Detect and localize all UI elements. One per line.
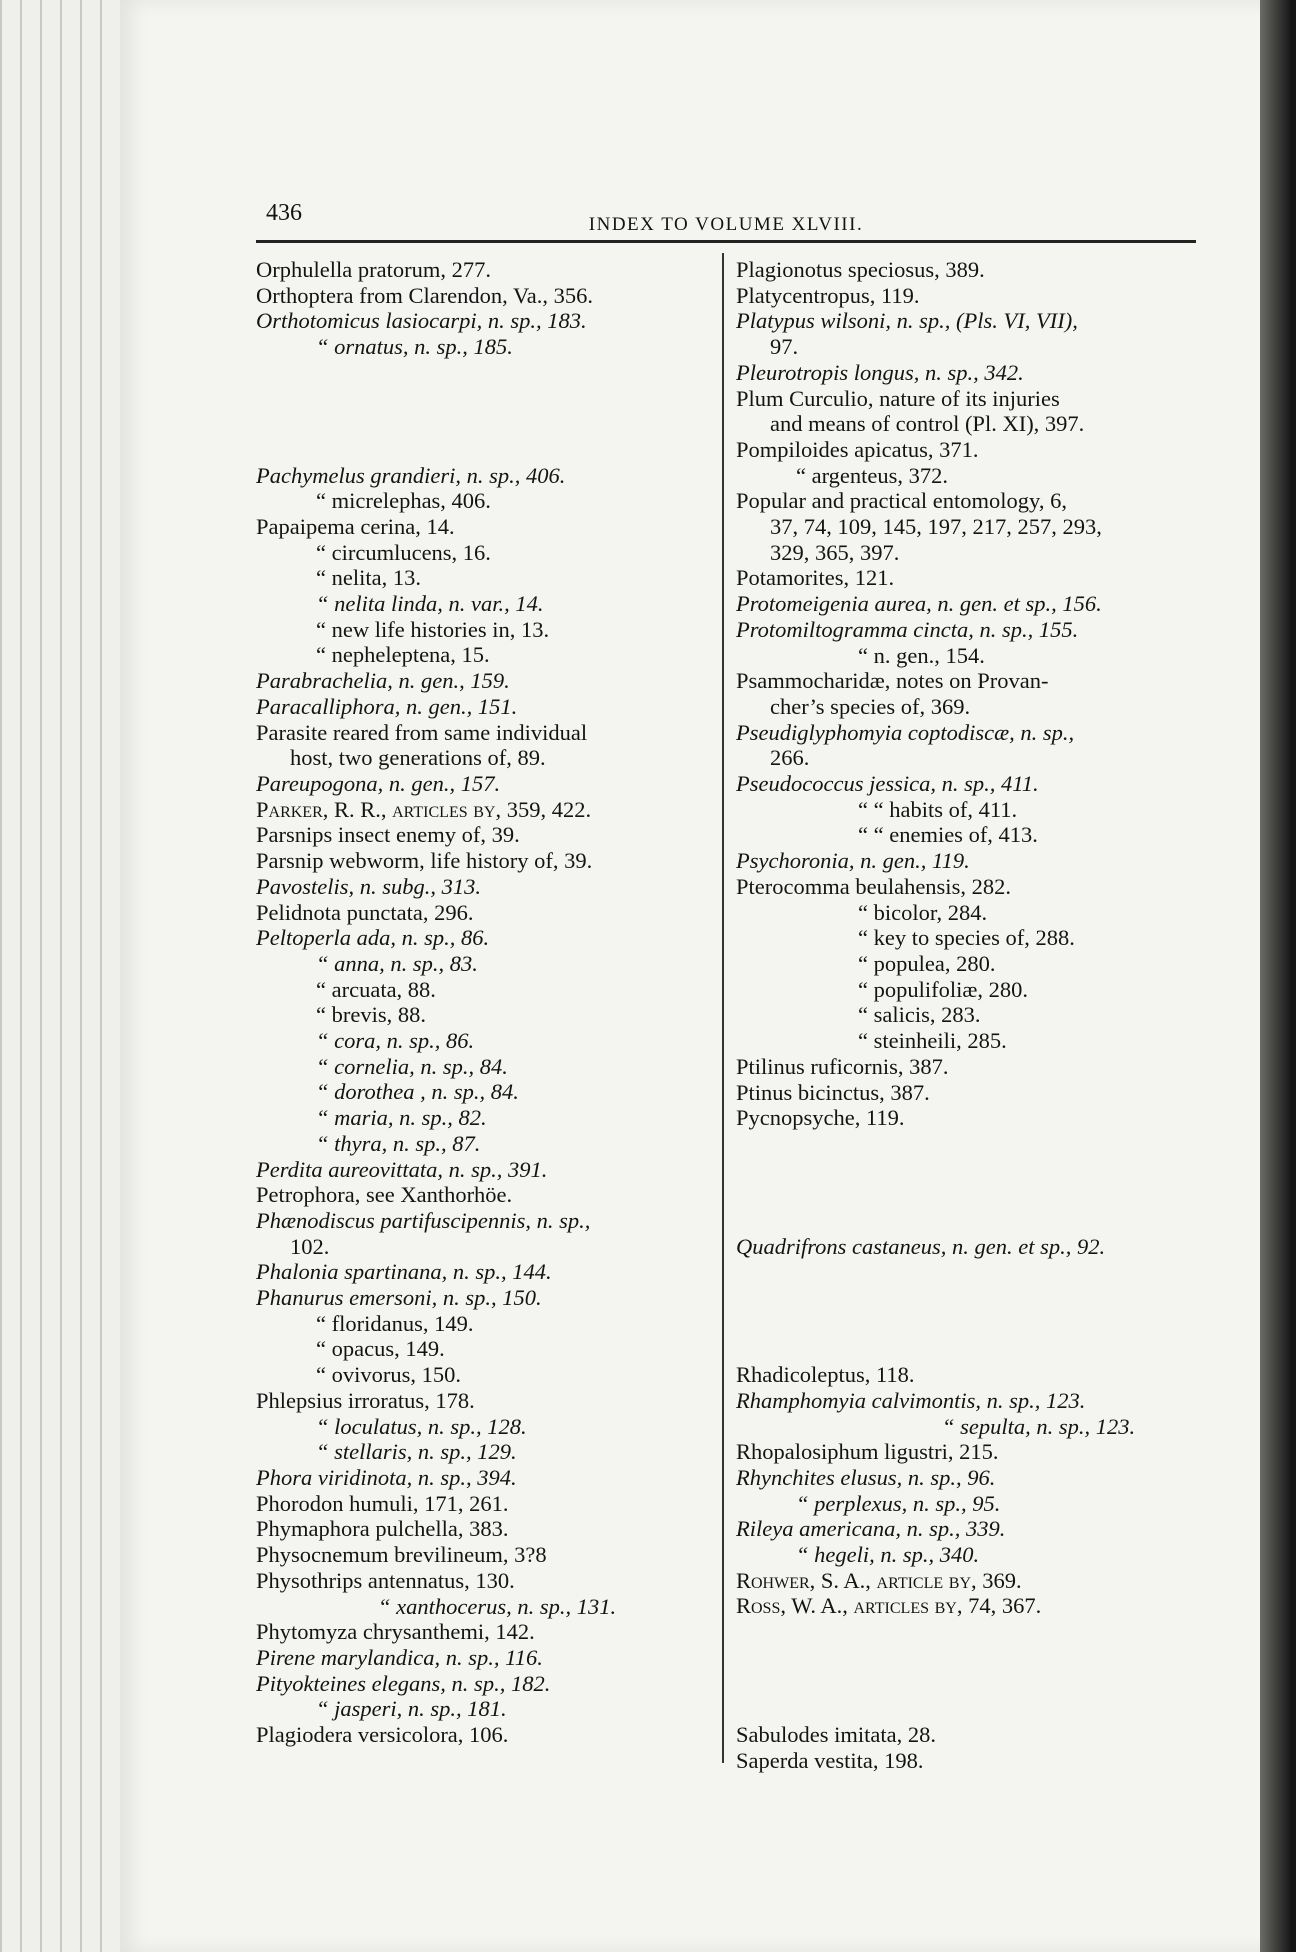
index-entry: Protomiltogramma cincta, n. sp., 155. [736,616,1079,642]
index-entry: Pachymelus grandieri, n. sp., 406. [256,462,566,488]
blank-line [736,1645,1196,1671]
index-entry: “ bicolor, 284. [858,899,988,925]
index-entry: Physothrips antennatus, 130. [256,1567,515,1593]
index-entry: “ maria, n. sp., 82. [316,1105,487,1131]
index-entry: Pareupogona, n. gen., 157. [256,771,501,796]
index-entry: Phorodon humuli, 171, 261. [256,1490,509,1516]
blank-line [256,437,706,463]
index-entry: “ sepulta, n. sp., 123. [942,1413,1136,1439]
blank-line [736,1182,1196,1208]
index-column-right [736,257,1196,1773]
index-entry: “ ornatus, n. sp., 185. [316,334,513,360]
blank-line [736,1259,1196,1285]
index-entry: “ xanthocerus, n. sp., 131. [378,1593,617,1619]
index-entry: Pelidnota punctata, 296. [256,899,474,925]
page-header [256,200,1196,243]
index-entry: Pseudiglyphomyia coptodiscæ, n. sp., [736,719,1075,745]
index-entry: 329, 365, 397. [770,539,900,565]
index-entry: “ jasperi, n. sp., 181. [316,1696,507,1722]
index-entry: Pleurotropis longus, n. sp., 342. [736,359,1024,385]
index-entry: 266. [770,745,810,771]
index-entry: Parsnip webworm, life history of, 39. [256,848,593,874]
index-entry: Orthoptera from Clarendon, Va., 356. [256,282,594,308]
index-entry: Phora viridinota, n. sp., 394. [256,1464,517,1490]
index-entry: Petrophora, see Xanthorhöe. [256,1182,513,1208]
index-entry: Phytomyza chrysanthemi, 142. [256,1619,535,1645]
column-divider [722,253,724,1763]
index-entry: “ brevis, 88. [316,1002,426,1028]
index-entry: Pycnopsyche, 119. [736,1105,905,1131]
index-entry: Potamorites, 121. [736,565,895,591]
index-entry: “ argenteus, 372. [796,462,949,488]
blank-line [736,1619,1196,1645]
index-entry: Platypus wilsoni, n. sp., (Pls. VI, VII), [736,308,1078,334]
index-entry: Perdita aureovittata, n. sp., 391. [256,1156,548,1182]
index-entry: cher’s species of, 369. [770,693,971,719]
index-entry: “ thyra, n. sp., 87. [316,1130,481,1156]
index-entry: Papaipema cerina, 14. [256,513,455,539]
index-entry: Rhamphomyia calvimontis, n. sp., 123. [736,1387,1086,1413]
index-entry: Saperda vestita, 198. [736,1747,924,1773]
index-entry: Plagiodera versicolora, 106. [256,1722,509,1748]
index-entry: Paracalliphora, n. gen., 151. [256,693,518,719]
index-page [256,200,1196,1817]
index-entry: Pterocomma beulahensis, 282. [736,873,1011,899]
index-entry: Peltoperla ada, n. sp., 86. [256,925,490,951]
index-entry: “ loculatus, n. sp., 128. [316,1413,527,1439]
blank-line [736,1157,1196,1183]
index-entry: “ populifoliæ, 280. [858,976,1028,1002]
index-entry: “ new life histories in, 13. [316,616,550,642]
index-entry: Phænodiscus partifuscipennis, n. sp., [256,1207,591,1233]
index-entry: “ cora, n. sp., 86. [316,1028,475,1054]
index-entry: Psammocharidæ, notes on Provan- [736,668,1049,694]
page-number: 436 [266,200,302,226]
index-entry: “ anna, n. sp., 83. [316,950,478,976]
index-entry: “ nelita linda, n. var., 14. [316,591,544,617]
index-entry: Rileya americana, n. sp., 339. [736,1516,1006,1542]
blank-line [736,1336,1196,1362]
index-columns [256,257,1196,1817]
index-entry: “ salicis, 283. [858,1002,981,1028]
index-entry: “ populea, 280. [858,950,996,976]
index-entry: Platycentropus, 119. [736,282,920,308]
index-entry: Pityokteines elegans, n. sp., 182. [256,1670,551,1696]
index-entry: Psychoronia, n. gen., 119. [736,848,970,874]
index-entry: “ steinheili, 285. [858,1028,1007,1054]
index-entry: Plagionotus speciosus, 389. [736,257,985,282]
book-spine-shadow [1260,0,1290,1952]
index-entry: “ dorothea , n. sp., 84. [316,1079,519,1105]
blank-line [256,360,706,386]
index-entry: “ ovivorus, 150. [316,1362,461,1388]
index-entry: Parsnips insect enemy of, 39. [256,822,520,848]
index-entry: “ nepheleptena, 15. [316,642,490,668]
blank-line [736,1671,1196,1697]
index-entry: and means of control (Pl. XI), 397. [770,411,1085,437]
index-entry: Rhadicoleptus, 118. [736,1362,915,1388]
index-entry: 97. [770,334,799,360]
index-entry: “ n. gen., 154. [858,642,985,668]
index-entry: “ hegeli, n. sp., 340. [796,1542,980,1568]
index-entry: Phalonia spartinana, n. sp., 144. [256,1259,552,1285]
running-title: INDEX TO VOLUME XLVIII. [588,214,864,235]
index-entry: Parabrachelia, n. gen., 159. [256,668,510,694]
index-entry: “ perplexus, n. sp., 95. [796,1490,1001,1516]
index-entry: “ arcuata, 88. [316,976,436,1002]
index-entry: 102. [290,1233,330,1259]
index-entry: Phymaphora pulchella, 383. [256,1516,509,1542]
index-entry: Ross, W. A., articles by, 74, 367. [736,1593,1042,1619]
index-entry: “ floridanus, 149. [316,1310,474,1336]
blank-line [736,1285,1196,1311]
index-entry: Plum Curculio, nature of its injuries [736,385,1060,411]
blank-line [256,411,706,437]
blank-line [736,1131,1196,1157]
index-entry: “ stellaris, n. sp., 129. [316,1439,517,1465]
index-entry: “ key to species of, 288. [858,925,1075,951]
index-entry: Parasite reared from same individual [256,719,588,745]
index-entry: Pompiloides apicatus, 371. [736,436,979,462]
index-entry: “ micrelephas, 406. [316,488,491,514]
index-entry: Protomeigenia aurea, n. gen. et sp., 156. [736,591,1102,617]
blank-line [736,1311,1196,1337]
blank-line [736,1696,1196,1722]
blank-line [256,386,706,412]
index-entry: Popular and practical entomology, 6, [736,488,1067,514]
index-entry: Rohwer, S. A., article by, 369. [736,1567,1022,1593]
index-entry: “ “ habits of, 411. [858,796,1018,822]
index-entry: “ opacus, 149. [316,1336,445,1362]
index-entry: host, two generations of, 89. [290,745,546,771]
index-entry: Physocnemum brevilineum, 3?8 [256,1542,547,1568]
index-entry: “ circumlucens, 16. [316,539,491,565]
index-entry: Orphulella pratorum, 277. [256,257,491,282]
index-entry: Parker, R. R., articles by, 359, 422. [256,796,592,822]
index-entry: 37, 74, 109, 145, 197, 217, 257, 293, [770,514,1102,540]
index-entry: Quadrifrons castaneus, n. gen. et sp., 92. [736,1233,1106,1259]
index-entry: Rhopalosiphum ligustri, 215. [736,1439,999,1465]
index-entry: Rhynchites elusus, n. sp., 96. [736,1464,996,1490]
index-entry: Sabulodes imitata, 28. [736,1721,936,1747]
index-column-left [256,257,706,1748]
index-entry: Pavostelis, n. subg., 313. [256,873,481,899]
index-entry: Ptilinus ruficornis, 387. [736,1053,949,1079]
blank-line [736,1208,1196,1234]
index-entry: Ptinus bicinctus, 387. [736,1079,930,1105]
index-entry: “ “ enemies of, 413. [858,822,1038,848]
index-entry: Phlepsius irroratus, 178. [256,1387,475,1413]
index-entry: Pseudococcus jessica, n. sp., 411. [736,771,1039,797]
index-entry: Pirene marylandica, n. sp., 116. [256,1644,543,1670]
index-entry: Orthotomicus lasiocarpi, n. sp., 183. [256,308,587,334]
index-entry: “ nelita, 13. [316,565,421,591]
index-entry: “ cornelia, n. sp., 84. [316,1053,508,1079]
index-entry: Phanurus emersoni, n. sp., 150. [256,1285,542,1311]
